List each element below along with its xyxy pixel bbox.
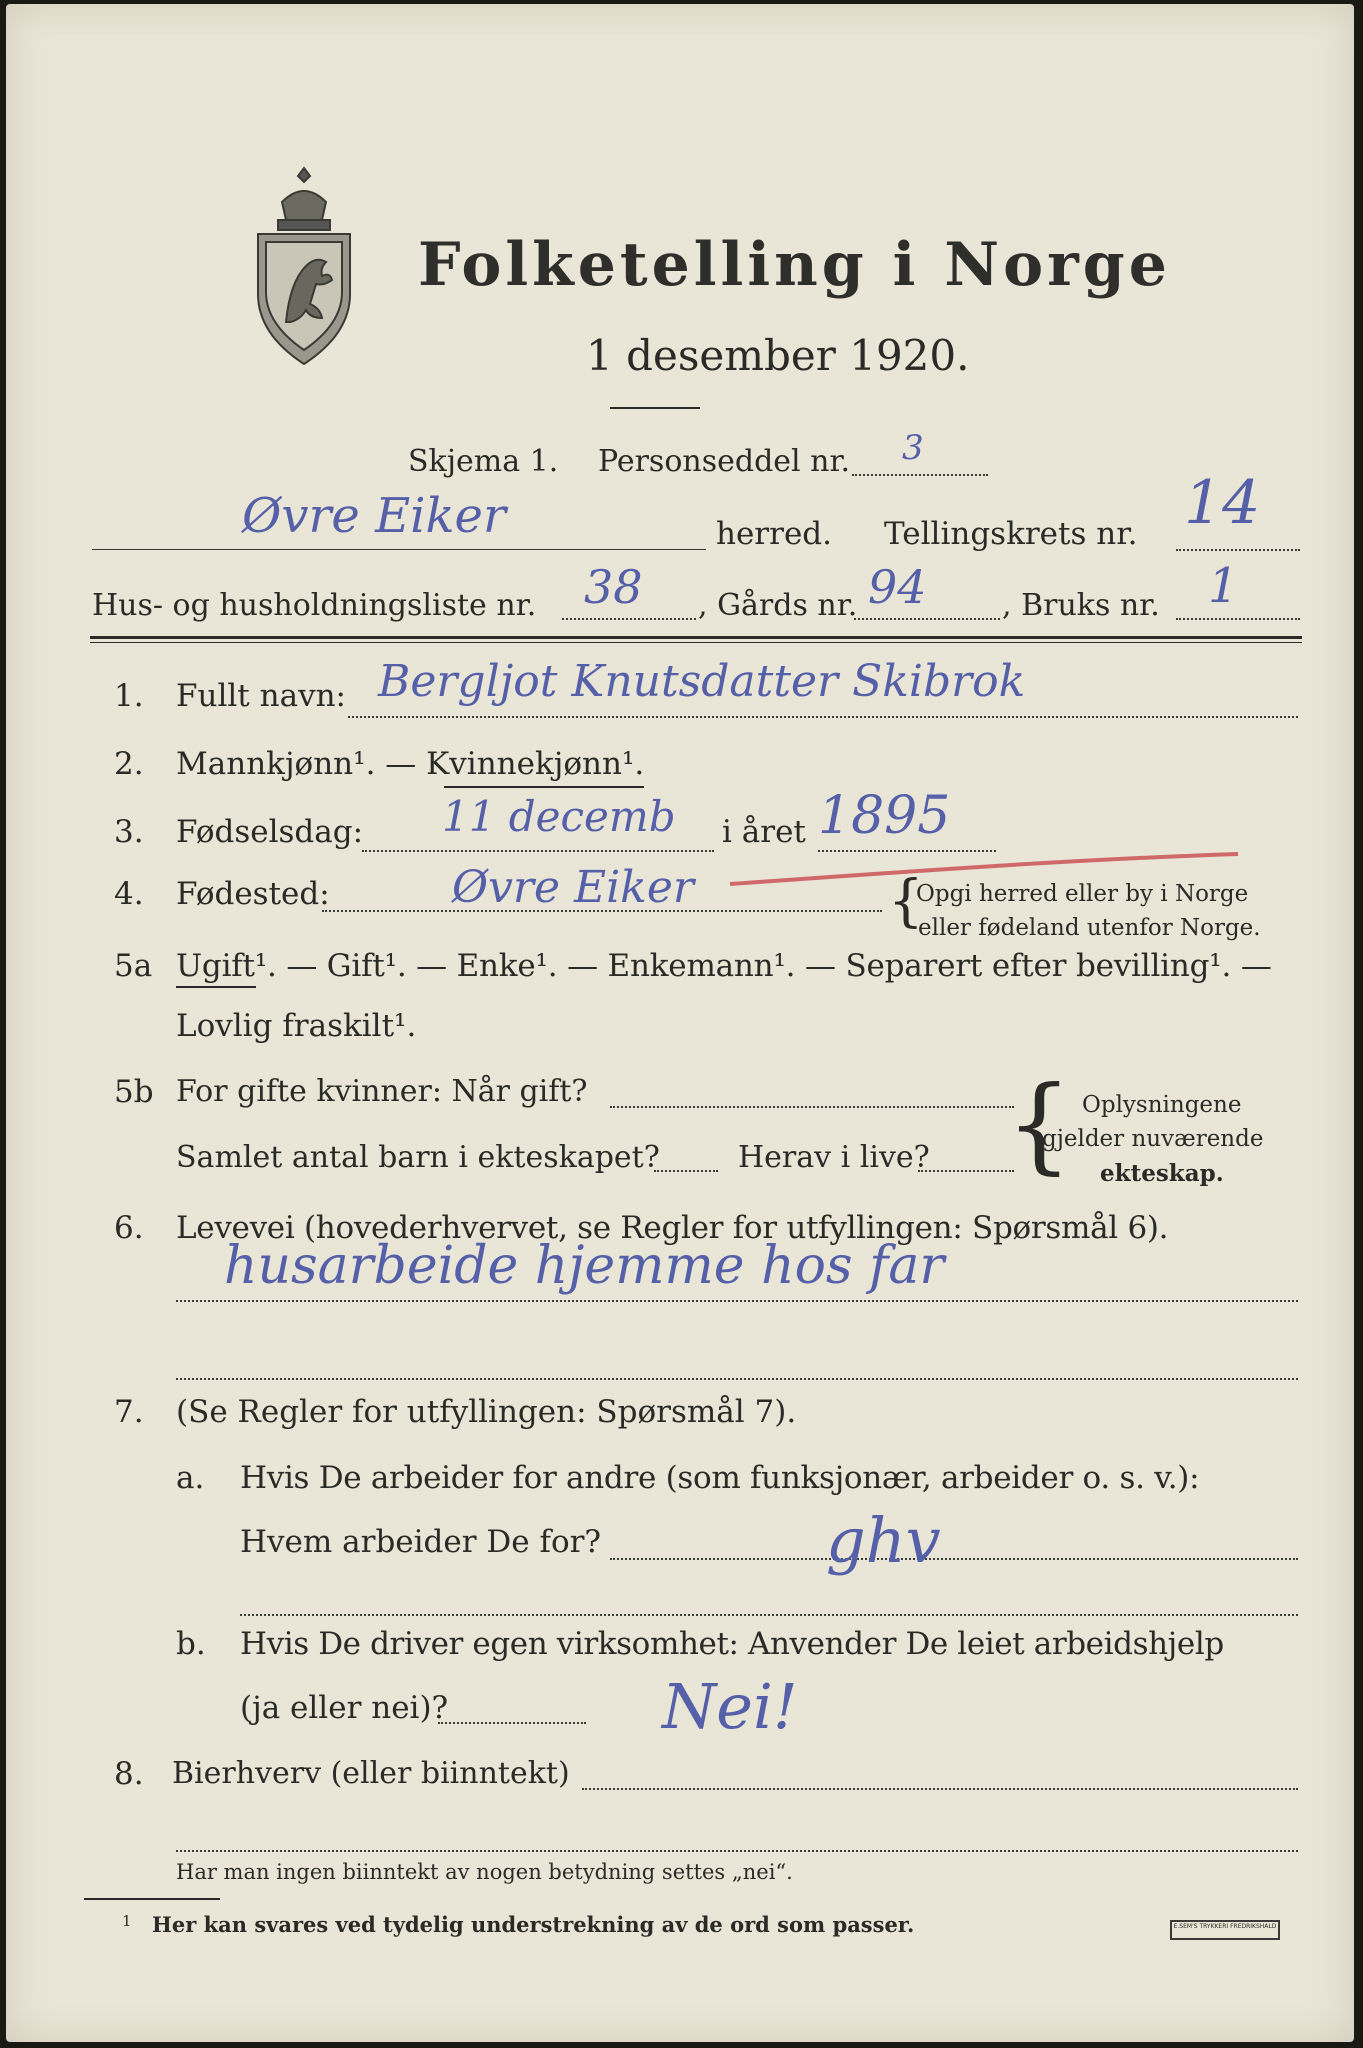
q4-note-line2: eller fødeland utenfor Norge. xyxy=(918,915,1261,941)
q8-number: 8. xyxy=(114,1756,144,1792)
q4-brace: { xyxy=(888,869,924,934)
hus-value: 38 xyxy=(584,560,643,614)
q2-number: 2. xyxy=(114,746,144,782)
q3-value: 11 decemb xyxy=(442,792,676,841)
q4-number: 4. xyxy=(114,876,144,912)
bruks-line xyxy=(1176,618,1300,620)
q3-number: 3. xyxy=(114,814,144,850)
q7-label: (Se Regler for utfyllingen: Spørsmål 7). xyxy=(176,1394,797,1430)
personseddel-line xyxy=(852,474,988,476)
printer-stamp xyxy=(1170,1920,1280,1940)
herred-label: herred. xyxy=(716,516,832,552)
q7a-line-1 xyxy=(610,1558,1298,1560)
q3-year-label: i året xyxy=(722,814,806,850)
hus-label: Hus- og husholdningsliste nr. xyxy=(92,588,537,623)
q7a-line-2 xyxy=(240,1614,1298,1616)
q7b-value: Nei! xyxy=(662,1670,798,1743)
herred-line xyxy=(92,549,706,550)
q3-label: Fødselsdag: xyxy=(176,814,364,850)
q8-line2 xyxy=(176,1850,1298,1852)
tellingskrets-label: Tellingskrets nr. xyxy=(884,516,1138,552)
bruks-label: , Bruks nr. xyxy=(1002,588,1160,623)
gards-value: 94 xyxy=(868,560,927,614)
q4-note-line1: Opgi herred eller by i Norge xyxy=(916,881,1249,907)
q5b-note3: ekteskap. xyxy=(1100,1160,1224,1187)
q7b-line1: Hvis De driver egen virksomhet: Anvender De leiet arbeidshjelp xyxy=(240,1626,1224,1662)
footnote-rule xyxy=(84,1898,220,1900)
q5a-number: 5a xyxy=(114,948,153,984)
q5b-note1: Oplysningene xyxy=(1082,1092,1242,1118)
q5b-alive-label: Herav i live? xyxy=(738,1140,930,1175)
q6-number: 6. xyxy=(114,1210,144,1246)
q5b-brace: { xyxy=(1006,1063,1073,1185)
q5a-line2: Lovlig fraskilt¹. xyxy=(176,1008,417,1044)
personseddel-label: Personseddel nr. xyxy=(598,444,851,479)
q8-label: Bierhverv (eller biinntekt) xyxy=(172,1756,570,1791)
census-form xyxy=(6,4,1354,2042)
coat-of-arms-icon xyxy=(252,162,356,368)
q5b-married-line xyxy=(610,1106,1014,1108)
q8-line1 xyxy=(582,1788,1298,1790)
q2-label: Mannkjønn¹. — Kvinnekjønn¹. xyxy=(176,746,645,782)
herred-value: Øvre Eiker xyxy=(242,488,506,544)
q7b-line xyxy=(438,1722,586,1724)
q5b-line1: For gifte kvinner: Når gift? xyxy=(176,1074,588,1109)
q6-line1 xyxy=(176,1300,1298,1302)
gards-line xyxy=(854,618,1000,620)
q3-year-value: 1895 xyxy=(818,786,951,846)
q5a-underline-ugift xyxy=(176,986,256,988)
q3-day-line xyxy=(362,850,714,852)
q7a-line1: Hvis De arbeider for andre (som funksjonær, arbeider o. s. v.): xyxy=(240,1460,1200,1496)
tellingskrets-value: 14 xyxy=(1184,468,1261,538)
q4-value: Øvre Eiker xyxy=(452,862,694,913)
header-double-rule-bottom xyxy=(90,642,1302,643)
q1-label: Fullt navn: xyxy=(176,678,346,714)
q5b-children-line xyxy=(654,1170,718,1172)
personseddel-value: 3 xyxy=(902,428,924,468)
q5b-note2: gjelder nuværende xyxy=(1042,1126,1264,1152)
q6-value: husarbeide hjemme hos far xyxy=(224,1236,945,1296)
form-title: Folketelling i Norge xyxy=(418,230,1171,300)
q7b-line2: (ja eller nei)? xyxy=(240,1690,449,1726)
q7-number: 7. xyxy=(114,1394,144,1430)
hus-line xyxy=(562,618,696,620)
footnote-text: Her kan svares ved tydelig understrekning av de ord som passer. xyxy=(152,1912,915,1937)
q1-number: 1. xyxy=(114,678,144,714)
q2-underline-kvinnekjonn xyxy=(444,786,644,788)
footnote-mark: 1 xyxy=(122,1912,132,1930)
q5a-line1: Ugift¹. — Gift¹. — Enke¹. — Enkemann¹. — Separert efter bevilling¹. — xyxy=(176,948,1272,984)
q7a-letter: a. xyxy=(176,1460,205,1496)
printer-stamp-text: E.SEM'S TRYKKERI FREDRIKSHALD xyxy=(1173,1923,1277,1930)
q5b-number: 5b xyxy=(114,1074,154,1110)
q7b-letter: b. xyxy=(176,1626,206,1662)
title-divider xyxy=(610,407,700,409)
footer-note: Har man ingen biinntekt av nogen betydning settes „nei“. xyxy=(176,1860,793,1884)
q5b-children-label: Samlet antal barn i ekteskapet? xyxy=(176,1140,660,1175)
header-double-rule-top xyxy=(90,636,1302,639)
q4-label: Fødested: xyxy=(176,876,330,912)
tellingskrets-line xyxy=(1176,549,1300,551)
q7a-line2: Hvem arbeider De for? xyxy=(240,1524,602,1560)
census-date: 1 desember 1920. xyxy=(586,331,970,380)
q1-line xyxy=(348,716,1298,718)
q7a-value: ghv xyxy=(826,1504,941,1577)
bruks-value: 1 xyxy=(1208,558,1239,614)
gards-label: , Gårds nr. xyxy=(698,588,858,623)
q6-line2 xyxy=(176,1378,1298,1380)
q1-value: Bergljot Knutsdatter Skibrok xyxy=(378,656,1026,707)
q6-label: Levevei (hovederhvervet, se Regler for utfyllingen: Spørsmål 6). xyxy=(176,1210,1169,1246)
skjema-label: Skjema 1. xyxy=(408,444,559,479)
q5b-alive-line xyxy=(918,1170,1014,1172)
